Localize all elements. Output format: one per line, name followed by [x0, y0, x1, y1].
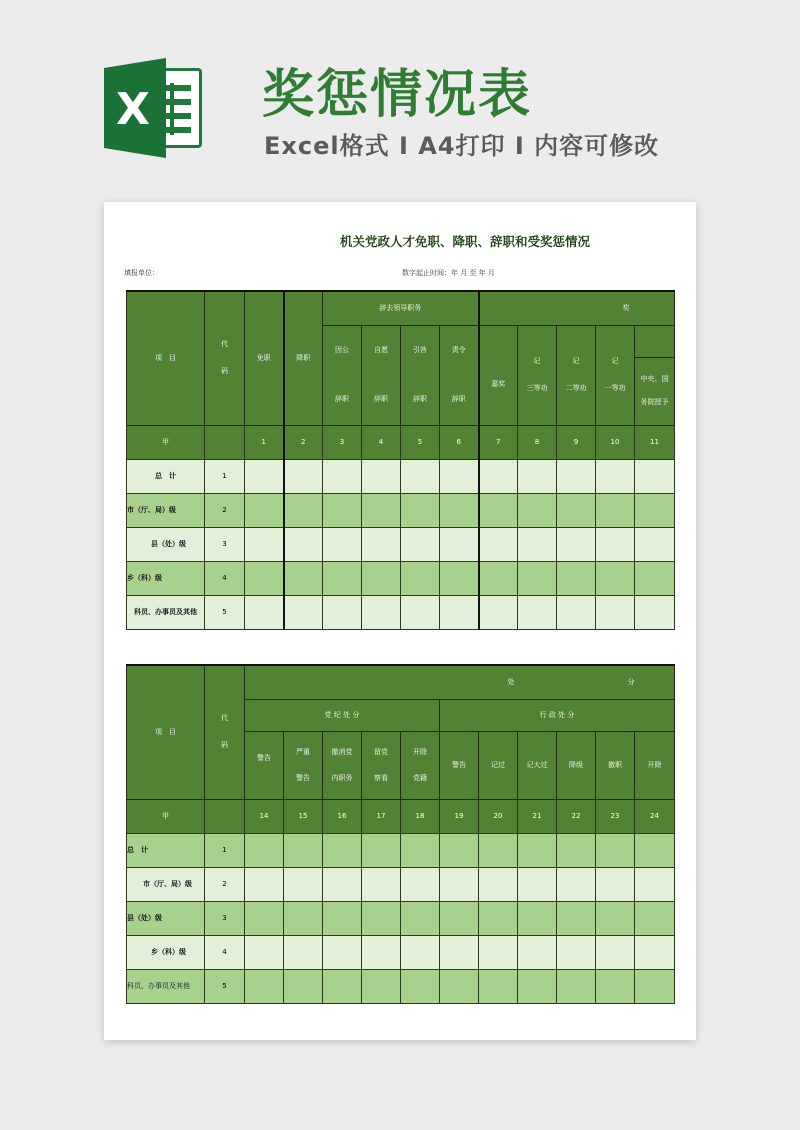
excel-logo-icon: X [104, 58, 202, 158]
col-party-serious-warning: 严重 警告 [284, 731, 323, 799]
unit-label: 填报单位： [124, 269, 159, 277]
col-merit-third: 记 三等功 [518, 325, 557, 425]
col-demotion: 降职 [284, 291, 323, 425]
col-resign-voluntary: 自愿 辞职 [362, 325, 401, 425]
group-reward: 奖 励 [479, 291, 675, 325]
table-row: 科员、办事员及其他 5 [127, 969, 675, 1003]
col-admin-expel: 开除 [635, 731, 675, 799]
table-row: 总 计 1 [127, 459, 675, 493]
col-admin-dismissal: 撤职 [596, 731, 635, 799]
poster-title: 奖惩情况表 [262, 65, 533, 125]
table-row: 乡（科）级 4 [127, 561, 675, 595]
index-row: 甲 1 2 3 4 5 6 7 8 9 10 11 [127, 425, 675, 459]
code-header: 代 码 [205, 665, 245, 799]
col-resign-public: 因公 辞职 [323, 325, 362, 425]
table-row: 总 计 1 [127, 833, 675, 867]
group-resign: 辞去领导职务 [323, 291, 479, 325]
poster-header [0, 0, 800, 200]
table-row: 市（厅、局）级 2 [127, 867, 675, 901]
table-row: 县（处）级 3 [127, 901, 675, 935]
table-row: 县（处）级 3 [127, 527, 675, 561]
col-resign-blame: 引咎 辞职 [401, 325, 440, 425]
document-title: 机关党政人才免职、降职、辞职和受奖惩情况 [339, 234, 590, 249]
col-admin-major-demerit: 记大过 [518, 731, 557, 799]
col-merit-second: 记 二等功 [557, 325, 596, 425]
col-national-award: 中央、国 务院授予 [635, 357, 675, 425]
document-page [104, 202, 696, 1040]
col-removal: 免职 [245, 291, 284, 425]
col-party-probation: 留党 察看 [362, 731, 401, 799]
item-header: 项 目 [127, 665, 205, 799]
col-admin-downgrade: 降级 [557, 731, 596, 799]
col-party-expel: 开除 党籍 [401, 731, 440, 799]
col-resign-ordered: 责令 辞职 [440, 325, 479, 425]
col-merit-first: 记 一等功 [596, 325, 635, 425]
table-punishments [126, 664, 675, 1004]
poster-subtitle: Excel格式 I A4打印 I 内容可修改 [264, 132, 660, 160]
table-row: 乡（科）级 4 [127, 935, 675, 969]
col-party-revoke-post: 撤消党 内职务 [323, 731, 362, 799]
code-header: 代 码 [205, 291, 245, 425]
col-admin-warning: 警告 [440, 731, 479, 799]
col-national-top [635, 325, 675, 357]
index-row: 甲 14 15 16 17 18 19 20 21 22 23 24 [127, 799, 675, 833]
table-row: 市（厅、局）级 2 [127, 493, 675, 527]
col-commendation: 嘉奖 [479, 325, 518, 425]
col-party-warning: 警告 [245, 731, 284, 799]
table-removal-rewards [126, 290, 694, 630]
table-row: 科员、办事员及其他 5 [127, 595, 675, 629]
group-party-discipline: 党 纪 处 分 [245, 699, 440, 731]
group-admin-discipline: 行 政 处 分 [440, 699, 675, 731]
col-admin-demerit: 记过 [479, 731, 518, 799]
item-header: 项 目 [127, 291, 205, 425]
group-punishment: 处 分 [245, 665, 675, 699]
date-range-label: 数字起止时间：年 月 至 年 月 [402, 269, 495, 277]
